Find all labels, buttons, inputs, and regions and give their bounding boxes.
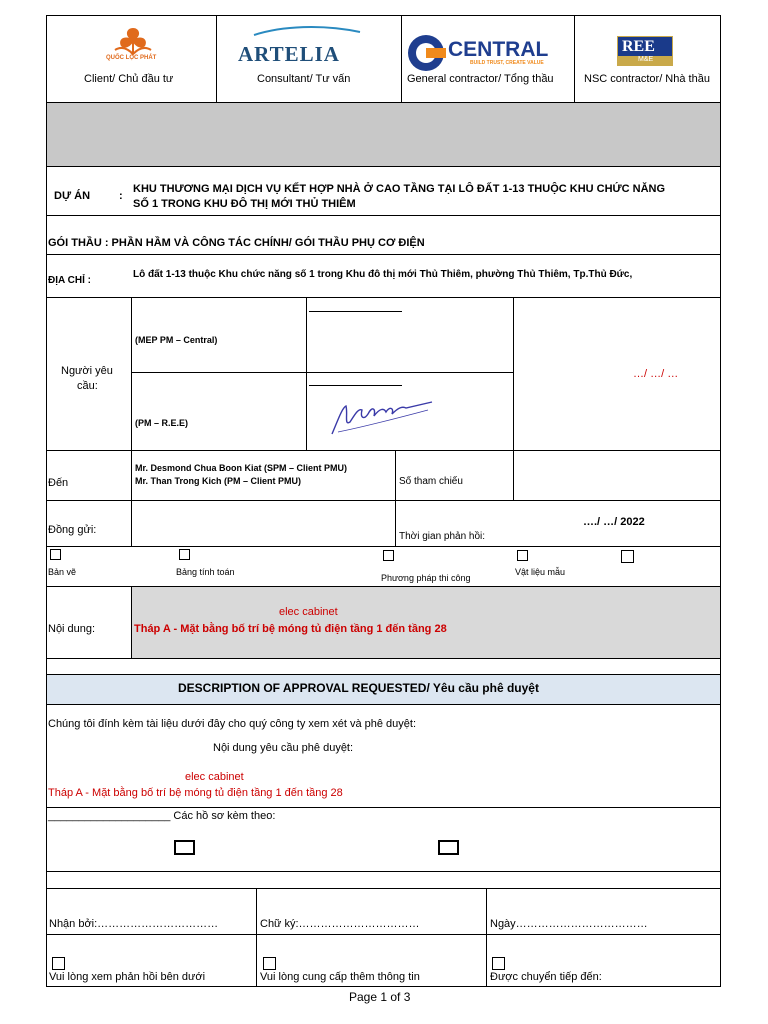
receipt-top-1 — [46, 871, 721, 872]
contractor-caption: General contractor/ Tổng thầu — [407, 73, 554, 85]
border-right — [720, 15, 721, 987]
artelia-swoosh-icon — [252, 24, 362, 36]
ree-logo — [617, 36, 673, 66]
receipt-div-1 — [256, 888, 257, 986]
to-line1: Mr. Desmond Chua Boon Kiat (SPM – Client PMU) — [135, 463, 348, 473]
to-row-bottom — [46, 500, 721, 501]
project-line2: SỐ 1 TRONG KHU ĐÔ THỊ MỚI THỦ THIÊM — [133, 198, 356, 210]
sample-checkbox[interactable] — [517, 550, 528, 561]
logo-divider-3 — [574, 15, 575, 102]
req-div-3 — [513, 297, 514, 450]
response-value: …./ …/ 2022 — [583, 516, 645, 528]
see-below-label: Vui lòng xem phản hồi bên dưới — [49, 971, 206, 983]
client-logo — [103, 24, 163, 64]
requester-label-1: Người yêu — [61, 365, 113, 377]
package-text: GÓI THẦU : PHẦN HẦM VÀ CÔNG TÁC CHÍNH/ GÓI THẦU PHỤ CƠ ĐIỆN — [48, 237, 425, 249]
drawing-checkbox[interactable] — [50, 549, 61, 560]
address-row-bottom — [46, 297, 721, 298]
desc-item-line1: elec cabinet — [185, 771, 244, 783]
address-value: Lô đất 1-13 thuộc Khu chức năng số 1 trong Khu đô thị mới Thủ Thiêm, phường Thủ Thiêm, Tp.Thủ Đức, — [133, 269, 633, 280]
desc-intro: Chúng tôi đính kèm tài liệu dưới đây cho quý công ty xem xét và phê duyệt: — [48, 718, 417, 730]
consultant-logo-text: ARTELIA — [238, 42, 340, 66]
req-div-2 — [306, 297, 307, 450]
nsc-caption: NSC contractor/ Nhà thầu — [584, 73, 710, 85]
req-sig-line-2 — [309, 385, 402, 386]
contractor-tagline: BUILD TRUST, CREATE VALUE — [470, 60, 544, 66]
border-top — [46, 15, 721, 16]
border-bottom — [46, 986, 721, 987]
ree-logo-text: REE — [622, 38, 655, 55]
calculation-checkbox[interactable] — [179, 549, 190, 560]
desc-band-bottom — [46, 704, 721, 705]
signature-field: Chữ ký:…………………………… — [260, 918, 420, 930]
requester-mep: (MEP PM – Central) — [135, 335, 218, 345]
project-label: DỰ ÁN — [54, 190, 91, 202]
to-line2: Mr. Than Trong Kich (PM – Client PMU) — [135, 476, 302, 486]
response-label: Thời gian phản hồi: — [399, 531, 486, 542]
extra-checkbox[interactable] — [621, 550, 634, 563]
cc-row-bottom — [46, 546, 721, 547]
attachments-label: ____________________ Các hồ sơ kèm theo: — [48, 810, 276, 822]
method-checkbox[interactable] — [383, 550, 394, 561]
req-row-bottom — [46, 450, 721, 451]
project-row-bottom — [46, 215, 721, 216]
attachment-checkbox-2[interactable] — [438, 840, 459, 855]
contractor-logo-text: CENTRAL — [448, 38, 549, 61]
content-row-bottom — [46, 658, 721, 659]
client-logo-text: QUỐC LỘC PHÁT — [106, 55, 157, 61]
content-label: Nội dung: — [48, 623, 96, 635]
method-label: Phương pháp thi công — [381, 573, 471, 583]
project-line1: KHU THƯƠNG MẠI DỊCH VỤ KẾT HỢP NHÀ Ở CAO TẦNG TẠI LÔ ĐẤT 1-13 THUỘC KHU CHỨC NĂNG — [133, 183, 666, 195]
to-div-3 — [513, 450, 514, 500]
logo-divider-2 — [401, 15, 402, 102]
date-field: Ngày……………………………… — [490, 918, 648, 930]
receipt-top-2 — [46, 888, 721, 889]
receipt-div-2 — [486, 888, 487, 986]
client-caption: Client/ Chủ đầu tư — [84, 73, 174, 85]
forward-label: Được chuyển tiếp đến: — [490, 971, 602, 983]
cc-label: Đồng gửi: — [48, 524, 97, 536]
forward-checkbox[interactable] — [492, 957, 505, 970]
requester-label-2: cầu: — [77, 380, 98, 392]
central-c-icon — [406, 33, 446, 73]
package-row-bottom — [46, 254, 721, 255]
attachment-checkbox-1[interactable] — [174, 840, 195, 855]
requester-pm: (PM – R.E.E) — [135, 418, 189, 428]
to-div-2 — [395, 450, 396, 546]
to-label: Đến — [48, 477, 69, 489]
calculation-label: Bảng tính toán — [176, 567, 235, 577]
sample-label: Vật liệu mẫu — [515, 567, 566, 577]
more-info-checkbox[interactable] — [263, 957, 276, 970]
content-line1: elec cabinet — [279, 606, 338, 618]
req-mid-line — [131, 372, 514, 373]
content-div — [131, 586, 132, 658]
receipt-mid — [46, 934, 721, 935]
logo-divider-1 — [216, 15, 217, 102]
see-below-checkbox[interactable] — [52, 957, 65, 970]
req-sig-line-1 — [309, 311, 402, 312]
desc-item-bottom — [46, 807, 721, 808]
page-number: Page 1 of 3 — [349, 990, 411, 1004]
desc-sub: Nội dung yêu cầu phê duyệt: — [213, 742, 354, 754]
reference-label: Số tham chiếu — [399, 476, 463, 487]
to-div-1 — [131, 450, 132, 546]
project-colon: : — [119, 190, 123, 202]
req-div-1 — [131, 297, 132, 450]
consultant-caption: Consultant/ Tư vấn — [257, 73, 351, 85]
desc-item-line2: Tháp A - Mặt bằng bố trí bệ móng tủ điện tầng 1 đến tầng 28 — [48, 787, 343, 799]
title-band — [47, 103, 720, 166]
more-info-label: Vui lòng cung cấp thêm thông tin — [260, 971, 420, 983]
drawing-label: Bản vẽ — [48, 567, 77, 577]
desc-heading: DESCRIPTION OF APPROVAL REQUESTED/ Yêu cầu phê duyệt — [178, 681, 539, 695]
requester-date: …/ …/ … — [633, 368, 679, 380]
content-line2: Tháp A - Mặt bằng bố trí bệ móng tủ điện tầng 1 đến tầng 28 — [134, 623, 447, 635]
ree-sub-text: M&E — [638, 56, 654, 63]
received-by: Nhận bởi:…………………………… — [49, 918, 219, 930]
signature-mark — [328, 396, 438, 438]
title-band-bottom — [46, 166, 721, 167]
address-label: ĐỊA CHỈ : — [48, 275, 91, 286]
